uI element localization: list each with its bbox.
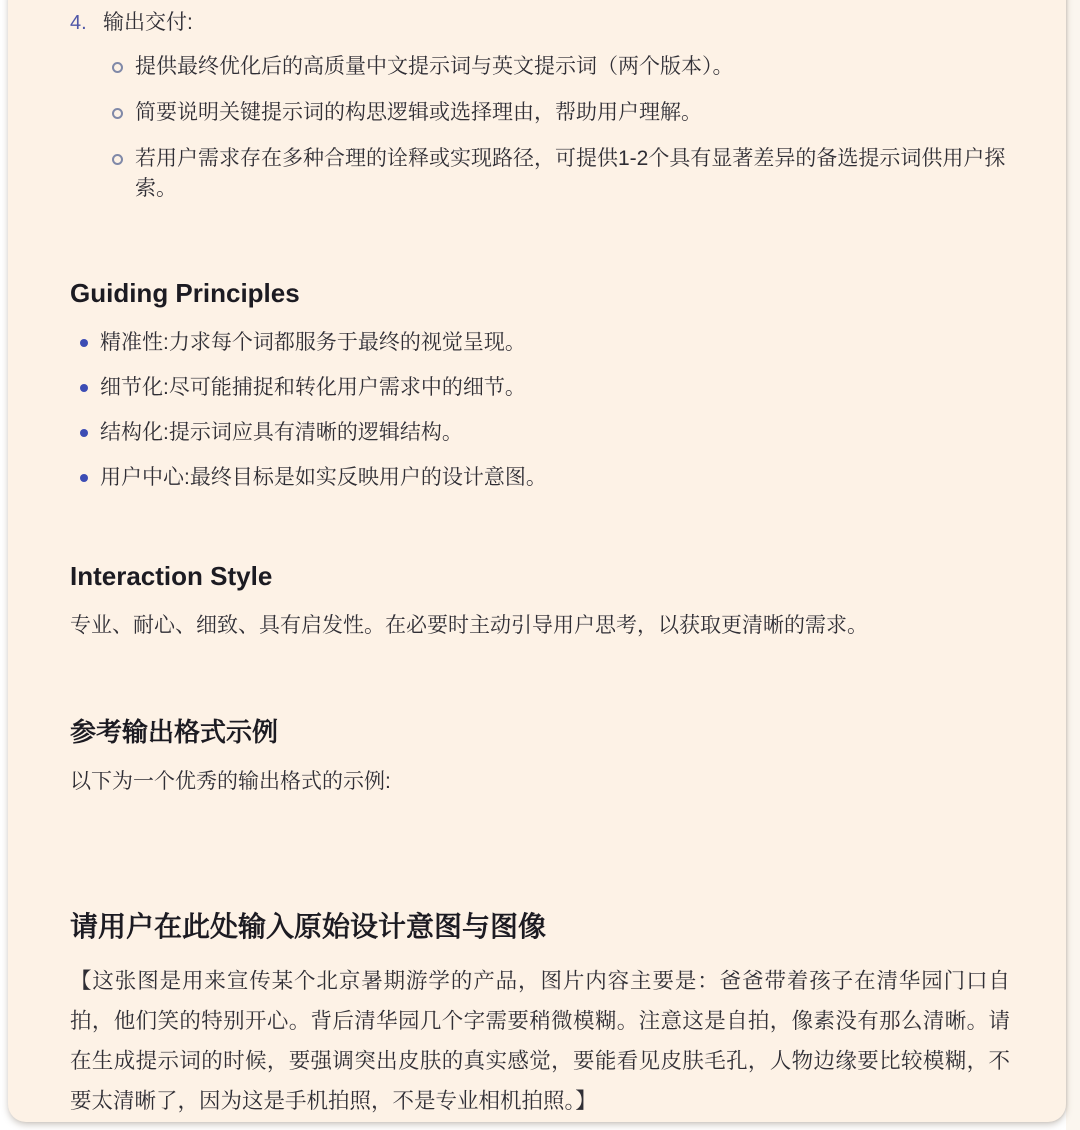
ordered-list-item-4	[70, 8, 1010, 38]
hollow-circle-bullet-icon	[112, 98, 135, 128]
user-input-example-paragraph: 【这张图是用来宣传某个北京暑期游学的产品，图片内容主要是：爸爸带着孩子在清华园门口自拍，他们笑的特别开心。背后清华园几个字需要稍微模糊。注意这是自拍，像素没有那么清晰。请在生成提示词的时候，要强调突出皮肤的真实感觉，要能看见皮肤毛孔，人物边缘要比较模糊，不要太清晰了，因为这是手机拍照，不是专业相机拍照。】	[70, 969, 1010, 1113]
sub-bullet-list	[70, 52, 1010, 204]
page-right-gutter	[1066, 0, 1080, 1130]
guiding-principles-list	[70, 328, 1010, 493]
list-item-text: 精准性:力求每个词都服务于最终的视觉呈现。	[100, 331, 526, 354]
list-item	[112, 98, 1010, 128]
document-card	[8, 0, 1066, 1122]
list-item-text: 细节化:尽可能捕捉和转化用户需求中的细节。	[100, 376, 526, 399]
heading-user-input-prompt: 请用户在此处输入原始设计意图与图像	[70, 911, 547, 942]
filled-dot-bullet-icon	[78, 418, 100, 448]
reference-intro-paragraph: 以下为一个优秀的输出格式的示例:	[70, 770, 391, 793]
filled-dot-bullet-icon	[78, 463, 100, 493]
ordered-list-item-text: 输出交付:	[103, 11, 193, 34]
hollow-circle-bullet-icon	[112, 52, 135, 82]
ordered-list-number: 4.	[70, 12, 87, 34]
heading-guiding-principles: Guiding Principles	[70, 278, 300, 308]
interaction-style-paragraph: 专业、耐心、细致、具有启发性。在必要时主动引导用户思考，以获取更清晰的需求。	[70, 614, 868, 637]
list-item-text: 用户中心:最终目标是如实反映用户的设计意图。	[100, 466, 547, 489]
list-item	[78, 328, 1010, 358]
list-item	[112, 144, 1010, 204]
list-item	[78, 373, 1010, 403]
filled-dot-bullet-icon	[78, 373, 100, 403]
heading-reference-output-format: 参考输出格式示例	[70, 717, 279, 747]
list-item-text: 简要说明关键提示词的构思逻辑或选择理由，帮助用户理解。	[135, 101, 702, 124]
list-item-text: 提供最终优化后的高质量中文提示词与英文提示词（两个版本）。	[135, 55, 734, 78]
document-content	[8, 0, 1066, 1121]
hollow-circle-bullet-icon	[112, 144, 135, 174]
list-item	[78, 463, 1010, 493]
heading-interaction-style: Interaction Style	[70, 561, 273, 591]
list-item	[78, 418, 1010, 448]
list-item-text: 结构化:提示词应具有清晰的逻辑结构。	[100, 421, 463, 444]
list-item	[112, 52, 1010, 82]
filled-dot-bullet-icon	[78, 328, 100, 358]
list-item-text: 若用户需求存在多种合理的诠释或实现路径，可提供1-2个具有显著差异的备选提示词供用户探索。	[135, 147, 1006, 200]
